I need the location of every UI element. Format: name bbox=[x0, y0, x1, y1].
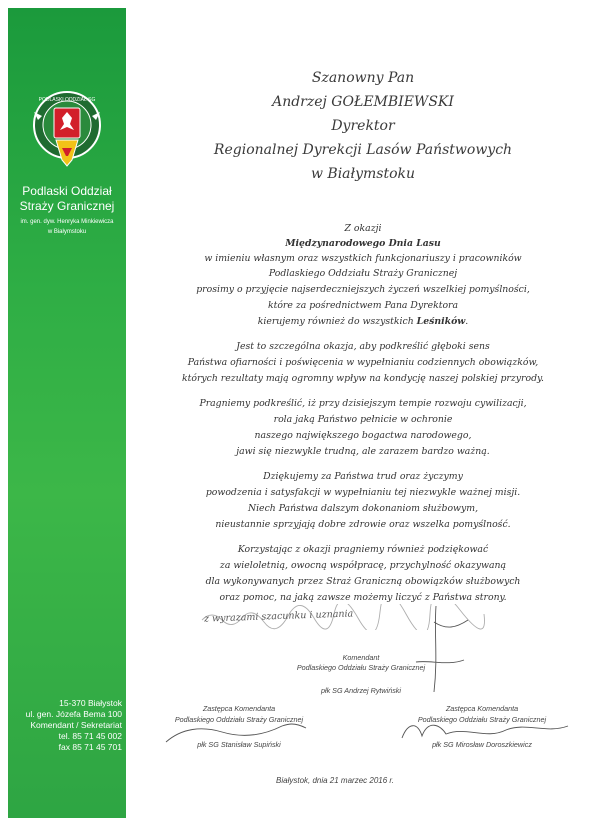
p2-line: których rezultaty mają ogromny wpływ na kondycję naszej polskiej przyrody. bbox=[181, 373, 544, 384]
commander-unit: Podlaskiego Oddziału Straży Granicznej bbox=[296, 663, 426, 672]
date-line: Białystok, dnia 21 marzec 2016 r. bbox=[276, 776, 394, 785]
unit-patron bbox=[8, 217, 126, 237]
commander-signature-icon bbox=[376, 602, 496, 698]
p1-line: prosimy o przyjęcie najserdeczniejszych życzeń wszelkiej pomyślności, bbox=[196, 284, 530, 295]
deputy-left-unit: Podlaskiego Oddziału Straży Granicznej bbox=[174, 715, 304, 724]
p1-line-last bbox=[126, 316, 600, 327]
unit-name bbox=[8, 184, 126, 214]
deputy-right-unit: Podlaskiego Oddziału Straży Granicznej bbox=[417, 715, 547, 724]
p1-line: Z okazji bbox=[344, 223, 382, 234]
addressee-institution: Regionalnej Dyrekcji Lasów Państwowych bbox=[213, 142, 513, 158]
svg-text:PODLASKI ODDZIAŁ SG: PODLASKI ODDZIAŁ SG bbox=[38, 97, 96, 103]
address-line: Komendant / Sekretariat bbox=[30, 720, 122, 730]
handwritten-greeting: z wyrazami szacunku i uznania bbox=[203, 608, 354, 625]
addressee-name: Andrzej GOŁEMBIEWSKI bbox=[272, 94, 454, 110]
p2-line: Jest to szczególna okazja, aby podkreślić głęboki sens bbox=[236, 341, 490, 352]
p1-line: Podlaskiego Oddziału Straży Granicznej bbox=[268, 268, 458, 279]
addressee-position: Dyrektor bbox=[331, 118, 395, 134]
foresters-word: Leśników bbox=[416, 316, 466, 327]
occasion-name: Międzynarodowego Dnia Lasu bbox=[285, 238, 441, 249]
p4-line: Niech Państwa dalszym dokonaniom służbowym, bbox=[247, 503, 479, 514]
unit-name-line2: Straży Granicznej bbox=[19, 199, 115, 213]
p5-line: oraz pomoc, na jaką zawsze możemy liczyć z Państwa strony. bbox=[219, 592, 507, 603]
deputy-left-name: płk SG Stanisław Supiński bbox=[197, 740, 281, 749]
p1-line7-pre: kierujemy również do wszystkich bbox=[257, 316, 417, 327]
sidebar-band bbox=[8, 8, 126, 818]
p1-line: w imieniu własnym oraz wszystkich funkcjonariuszy i pracowników bbox=[204, 253, 522, 264]
p4-line: Dziękujemy za Państwa trud oraz życzymy bbox=[263, 471, 463, 482]
address-line: 15-370 Białystok bbox=[59, 698, 122, 708]
p5-line: Korzystając z okazji pragniemy również podziękować bbox=[237, 544, 489, 555]
p2-line: Państwa ofiarności i poświęcenia w wypełnianiu codziennych obowiązków, bbox=[187, 357, 539, 368]
p3-line: rola jaką Państwo pełnicie w ochronie bbox=[273, 414, 453, 425]
p3-line: Pragniemy podkreślić, iż przy dzisiejszym tempie rozwoju cywilizacji, bbox=[199, 398, 527, 409]
p4-line: powodzenia i satysfakcji w wypełnianiu tej niezwykle ważnej misji. bbox=[205, 487, 521, 498]
unit-name-line1: Podlaski Oddział bbox=[22, 184, 112, 198]
address-line: fax 85 71 45 701 bbox=[58, 742, 122, 752]
border-guard-emblem-icon bbox=[32, 90, 102, 174]
address-line: tel. 85 71 45 002 bbox=[58, 731, 122, 741]
commander-role: Komendant bbox=[342, 653, 380, 662]
addressee-salutation: Szanowny Pan bbox=[311, 70, 415, 86]
deputy-right-role: Zastępca Komendanta bbox=[445, 704, 519, 713]
p4-line: nieustannie sprzyjają dobre zdrowie oraz wszelka pomyślność. bbox=[215, 519, 511, 530]
contact-address bbox=[14, 698, 122, 753]
deputy-left-role: Zastępca Komendanta bbox=[202, 704, 276, 713]
patron-line1: im. gen. dyw. Henryka Minkiewicza bbox=[20, 219, 114, 225]
p3-line: naszego największego bogactwa narodowego, bbox=[254, 430, 472, 441]
letter-body bbox=[126, 0, 600, 825]
p1-line: które za pośrednictwem Pana Dyrektora bbox=[267, 300, 459, 311]
addressee-city: w Białymstoku bbox=[310, 166, 415, 182]
address-line: ul. gen. Józefa Bema 100 bbox=[25, 709, 122, 719]
commander-name: płk SG Andrzej Rytwiński bbox=[320, 686, 402, 695]
p3-line: jawi się niezwykle trudną, ale zarazem bardzo ważną. bbox=[236, 446, 490, 457]
patron-line2: w Białymstoku bbox=[47, 229, 87, 235]
p5-line: dla wykonywanych przez Straż Graniczną obowiązków służbowych bbox=[205, 576, 521, 587]
p1-line7-post: . bbox=[465, 316, 469, 327]
deputy-right-name: płk SG Mirosław Doroszkiewicz bbox=[432, 740, 532, 749]
p5-line: za wieloletnią, owocną współpracę, przychylność okazywaną bbox=[219, 560, 507, 571]
